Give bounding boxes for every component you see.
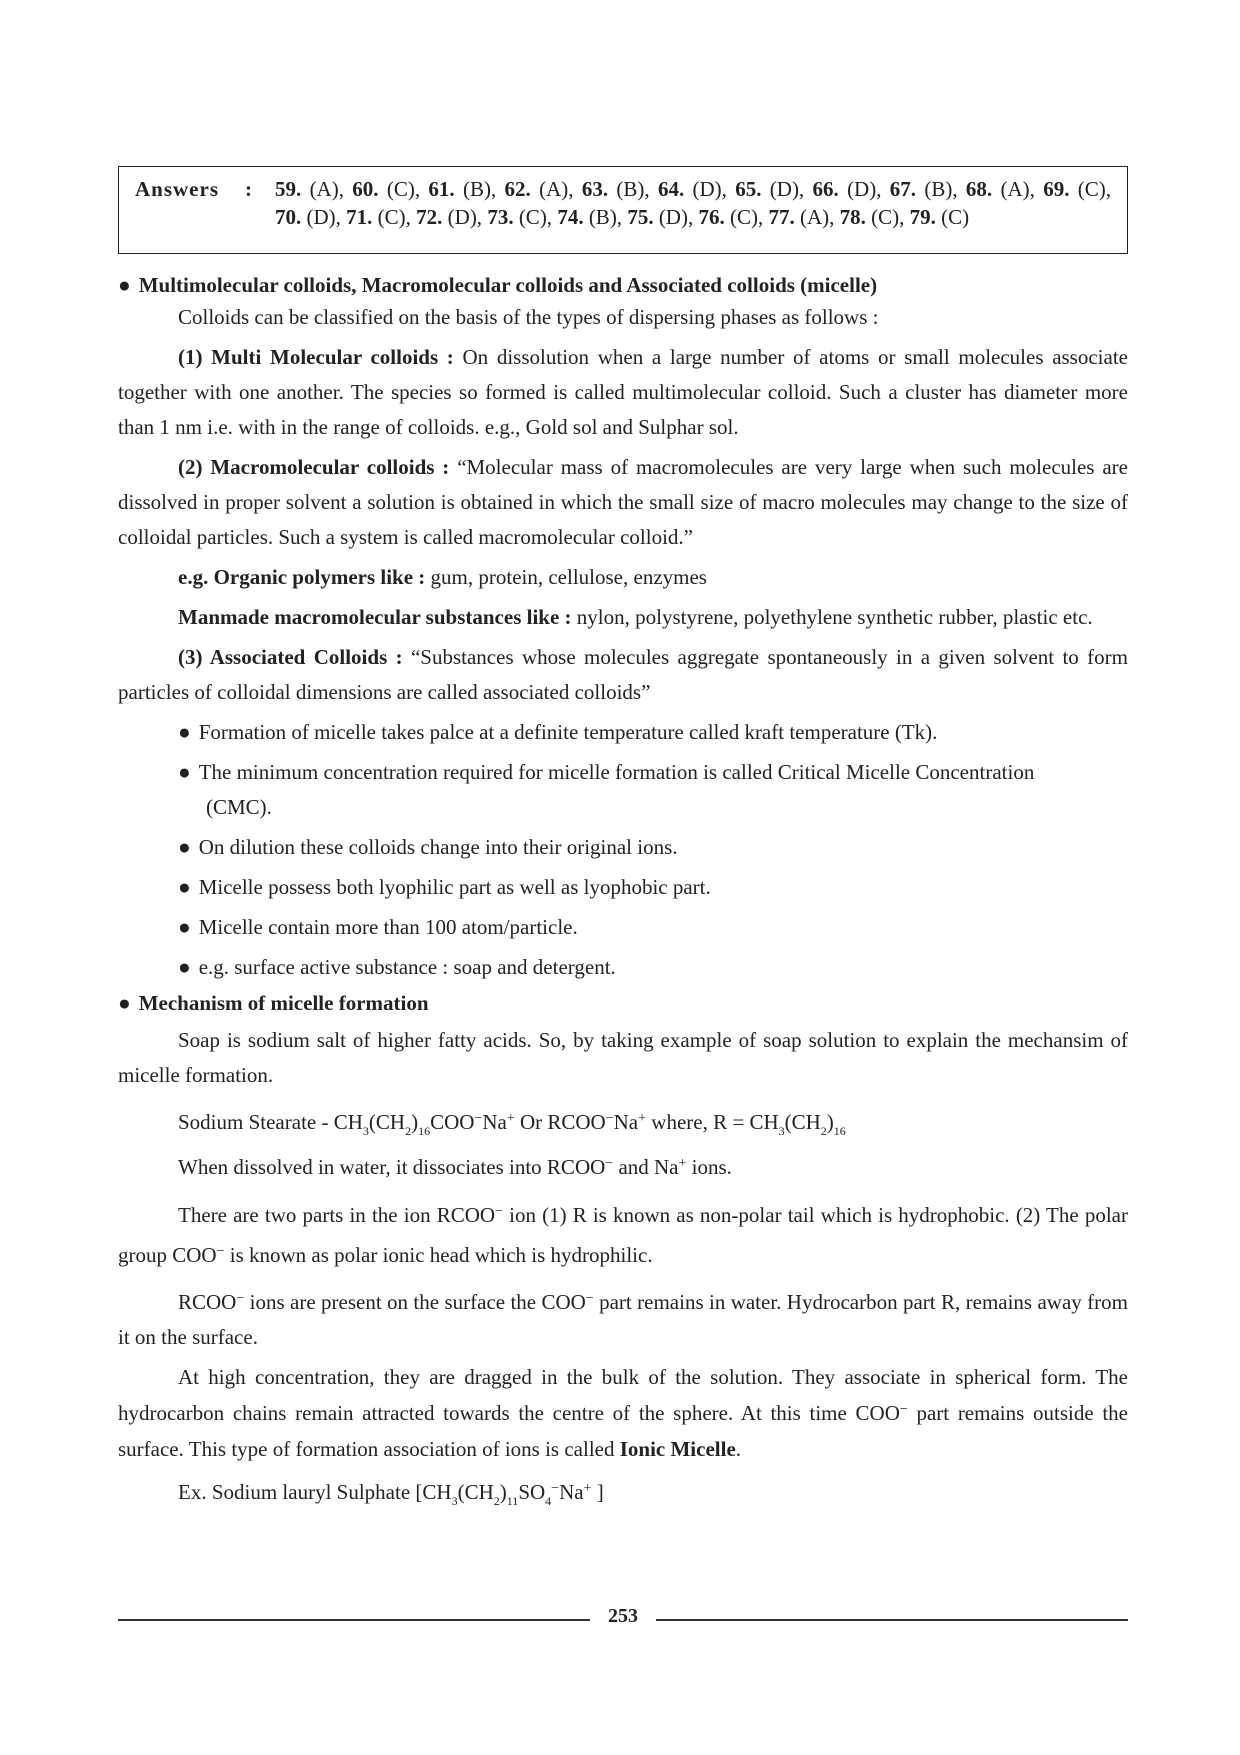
answer-number: 70.	[275, 205, 302, 229]
answer-choice: (B),	[924, 177, 958, 201]
paragraph-label: (2) Macromolecular colloids :	[178, 455, 450, 479]
paragraph-text: There are two parts in the ion RCOO	[178, 1203, 496, 1227]
list-item	[178, 715, 1128, 750]
page-footer	[118, 1605, 1128, 1635]
subscript: 2	[405, 1124, 412, 1138]
answer-item	[505, 177, 574, 201]
bullet-icon: ●	[178, 875, 191, 899]
answer-item	[840, 205, 905, 229]
formula-text: Na	[482, 1110, 507, 1134]
formula-text: ]	[591, 1480, 604, 1504]
subscript: 16	[418, 1124, 431, 1138]
paragraph-text: part remains in water. Hydrocarbon part R, remains away from it on the surface.	[118, 1290, 1128, 1349]
formula-text: Ex. Sodium lauryl Sulphate [CH	[178, 1480, 452, 1504]
bullet-icon: ●	[118, 991, 131, 1015]
multi-molecular-paragraph	[118, 340, 1128, 445]
section-heading-micelle-mechanism	[118, 988, 1128, 1018]
formula-text: )	[826, 1110, 834, 1134]
subscript: 16	[833, 1124, 846, 1138]
answer-item	[768, 205, 834, 229]
subscript: 3	[362, 1124, 369, 1138]
superscript: −	[551, 1481, 560, 1496]
paragraph-label: e.g. Organic polymers like :	[178, 565, 426, 589]
superscript: +	[638, 1111, 647, 1126]
answer-item	[698, 205, 763, 229]
superscript: −	[585, 1291, 594, 1306]
formula-text: Or RCOO	[514, 1110, 606, 1134]
formula-text: Na	[613, 1110, 639, 1134]
answer-number: 65.	[735, 177, 762, 201]
paragraph-label: (1) Multi Molecular colloids :	[178, 345, 454, 369]
answer-choice: (B),	[616, 177, 650, 201]
bullet-icon: ●	[178, 835, 191, 859]
paragraph-text: nylon, polystyrene, polyethylene synthetic rubber, plastic etc.	[571, 605, 1093, 629]
paragraph-text: part remains outside the surface. This type of formation association of ions is called	[118, 1401, 1128, 1461]
answer-item	[428, 177, 496, 201]
paragraph-text: RCOO	[178, 1290, 237, 1314]
answers-list	[275, 175, 1111, 231]
answer-item	[416, 205, 482, 229]
formula-text: Na	[559, 1480, 584, 1504]
list-item-text: Micelle contain more than 100 atom/particle.	[198, 915, 578, 939]
ion-parts-paragraph	[118, 1195, 1128, 1275]
paragraph-text: ion (1) R is known as non-polar tail which is hydrophobic. (2) The polar group COO	[118, 1203, 1128, 1267]
heading-text: Multimolecular colloids, Macromolecular colloids and Associated colloids (micelle)	[138, 273, 878, 297]
paragraph-text: On dissolution when a large number of atoms or small molecules associate together with one another. The species so formed is called multimolecular colloid. Such a cluster has diameter more than 1 nm i.e. with in the range of colloids. e.g., Gold sol and Sulphar sol.	[118, 345, 1128, 439]
paragraph-text: .	[735, 1437, 742, 1461]
answer-choice: (D),	[658, 205, 694, 229]
answer-number: 59.	[275, 177, 302, 201]
associated-colloids-paragraph	[118, 640, 1128, 710]
paragraph-text: ions are present on the surface the COO	[244, 1290, 586, 1314]
answer-item	[275, 205, 341, 229]
answer-item	[627, 205, 693, 229]
superscript: −	[605, 1111, 614, 1126]
bullet-icon: ●	[178, 915, 191, 939]
list-item-text: On dilution these colloids change into their original ions.	[198, 835, 678, 859]
answer-choice: (C),	[871, 205, 905, 229]
list-item	[178, 755, 1128, 790]
answer-number: 60.	[352, 177, 379, 201]
list-item-continuation: (CMC).	[206, 795, 272, 819]
formula-text: SO	[518, 1480, 546, 1504]
list-item-text: The minimum concentration required for micelle formation is called Critical Micelle Concentration	[198, 760, 1035, 784]
list-item-text: e.g. surface active substance : soap and detergent.	[198, 955, 616, 979]
answer-number: 61.	[428, 177, 455, 201]
answer-number: 68.	[965, 177, 993, 201]
page-content	[118, 166, 1128, 1510]
answer-choice: (A),	[799, 205, 835, 229]
answer-number: 77.	[768, 205, 795, 229]
superscript: −	[605, 1156, 614, 1171]
answer-choice: (C),	[377, 205, 411, 229]
answer-number: 71.	[346, 205, 373, 229]
list-item-text: Micelle possess both lyophilic part as well as lyophobic part.	[198, 875, 711, 899]
paragraph-text: At high concentration, they are dragged in the bulk of the solution. They associate in spherical form. The hydrocarbon chains remain attracted towards the centre of the sphere. At this time COO	[118, 1365, 1128, 1425]
paragraph-text: and Na	[613, 1155, 679, 1179]
formula-text: (CH	[457, 1480, 494, 1504]
answer-item	[813, 177, 882, 201]
paragraph-label: Manmade macromolecular substances like :	[178, 605, 572, 629]
page-number: 253	[608, 1605, 638, 1627]
list-item	[178, 950, 1128, 985]
answer-choice: (B),	[588, 205, 623, 229]
answer-choice: (C),	[386, 177, 421, 201]
paragraph-text: gum, protein, cellulose, enzymes	[425, 565, 707, 589]
formula-text: )	[499, 1480, 507, 1504]
list-item	[178, 910, 1128, 945]
answers-colon: :	[245, 177, 252, 201]
sodium-lauryl-sulphate-formula	[118, 1475, 1128, 1510]
paragraph-text: “Molecular mass of macromolecules are very large when such molecules are dissolved in proper solvent a solution is obtained in which the small size of macro molecules may change to the size of colloidal particles. Such a system is called macromolecular colloid.”	[118, 455, 1128, 549]
superscript: −	[474, 1111, 483, 1126]
intro-paragraph: Colloids can be classified on the basis of the types of dispersing phases as follows :	[178, 305, 879, 329]
answer-number: 64.	[657, 177, 685, 201]
bullet-icon: ●	[178, 955, 191, 979]
superscript: −	[899, 1402, 908, 1417]
answer-item	[346, 205, 411, 229]
answer-number: 76.	[698, 205, 725, 229]
answer-item	[275, 177, 344, 201]
sodium-stearate-formula	[118, 1105, 1128, 1140]
superscript: −	[216, 1244, 225, 1259]
answer-item	[352, 177, 420, 201]
ionic-micelle-paragraph	[118, 1359, 1128, 1467]
dissociation-line	[118, 1150, 1128, 1185]
answer-number: 74.	[557, 205, 584, 229]
answer-number: 72.	[416, 205, 443, 229]
answer-item	[658, 177, 727, 201]
answer-number: 75.	[627, 205, 654, 229]
answer-choice: (D),	[447, 205, 483, 229]
answer-item	[1043, 177, 1111, 201]
manmade-paragraph	[118, 600, 1128, 635]
superscript: −	[495, 1204, 503, 1219]
section-heading-colloid-types	[118, 270, 1128, 300]
answer-item	[557, 205, 622, 229]
answer-number: 62.	[504, 177, 531, 201]
bullet-icon: ●	[178, 760, 191, 784]
superscript: +	[678, 1156, 687, 1171]
paragraph-label: (3) Associated Colloids :	[178, 645, 403, 669]
answer-number: 69.	[1043, 177, 1070, 201]
answer-choice: (A),	[1000, 177, 1035, 201]
answer-choice: (C)	[941, 205, 970, 229]
answer-number: 78.	[839, 205, 866, 229]
answer-number: 67.	[889, 177, 917, 201]
subscript: 4	[545, 1494, 552, 1508]
micelle-bullet-list	[118, 715, 1128, 985]
subscript: 3	[451, 1494, 458, 1508]
heading-text: Mechanism of micelle formation	[138, 991, 429, 1015]
footer-rule-left	[118, 1619, 590, 1621]
bullet-icon: ●	[178, 720, 191, 744]
answers-box	[118, 166, 1128, 254]
answer-choice: (D),	[692, 177, 727, 201]
list-item	[178, 830, 1128, 865]
organic-polymers-line	[118, 560, 1128, 595]
answer-item	[966, 177, 1035, 201]
answer-choice: (B),	[462, 177, 497, 201]
answer-choice: (C),	[518, 205, 553, 229]
bold-term: Ionic Micelle	[619, 1437, 736, 1461]
paragraph-text: is known as polar ionic head which is hydrophilic.	[224, 1243, 653, 1267]
bullet-icon: ●	[118, 273, 131, 297]
subscript: 3	[778, 1124, 785, 1138]
surface-ions-paragraph	[118, 1285, 1128, 1355]
superscript: +	[506, 1111, 515, 1126]
formula-text: (CH	[368, 1110, 406, 1134]
answer-choice: (C),	[729, 205, 764, 229]
subscript: 2	[493, 1494, 500, 1508]
answer-item	[487, 205, 552, 229]
paragraph-text: “Substances whose molecules aggregate spontaneously in a given solvent to form particles of colloidal dimensions are called associated colloids”	[118, 645, 1128, 704]
paragraph-text: When dissolved in water, it dissociates into RCOO	[178, 1155, 606, 1179]
answer-choice: (A),	[539, 177, 574, 201]
answer-number: 63.	[581, 177, 609, 201]
formula-text: COO	[430, 1110, 475, 1134]
answer-number: 79.	[909, 205, 936, 229]
formula-text: where, R = CH	[646, 1110, 779, 1134]
answer-item	[890, 177, 958, 201]
superscript: +	[583, 1481, 592, 1496]
answer-number: 66.	[812, 177, 839, 201]
answer-number: 73.	[487, 205, 514, 229]
subscript: 11	[506, 1494, 519, 1508]
subscript: 2	[820, 1124, 827, 1138]
formula-text: Sodium Stearate - CH	[178, 1110, 363, 1134]
formula-text: (CH	[784, 1110, 821, 1134]
answer-choice: (A),	[309, 177, 344, 201]
macromolecular-paragraph	[118, 450, 1128, 555]
list-item-text: Formation of micelle takes palce at a definite temperature called kraft temperature (Tk).	[198, 720, 938, 744]
answer-choice: (C),	[1077, 177, 1111, 201]
superscript: −	[236, 1291, 245, 1306]
answer-choice: (D),	[769, 177, 805, 201]
answer-item	[735, 177, 804, 201]
footer-rule-right	[656, 1619, 1128, 1621]
answer-item	[582, 177, 650, 201]
answer-item	[910, 205, 970, 229]
list-item	[178, 870, 1128, 905]
answers-label: Answers	[135, 177, 219, 201]
paragraph-text: ions.	[686, 1155, 732, 1179]
soap-paragraph: Soap is sodium salt of higher fatty acids. So, by taking example of soap solution to explain the mechansim of micelle formation.	[118, 1028, 1128, 1087]
answer-choice: (D),	[847, 177, 882, 201]
answer-choice: (D),	[306, 205, 341, 229]
formula-text: )	[411, 1110, 419, 1134]
